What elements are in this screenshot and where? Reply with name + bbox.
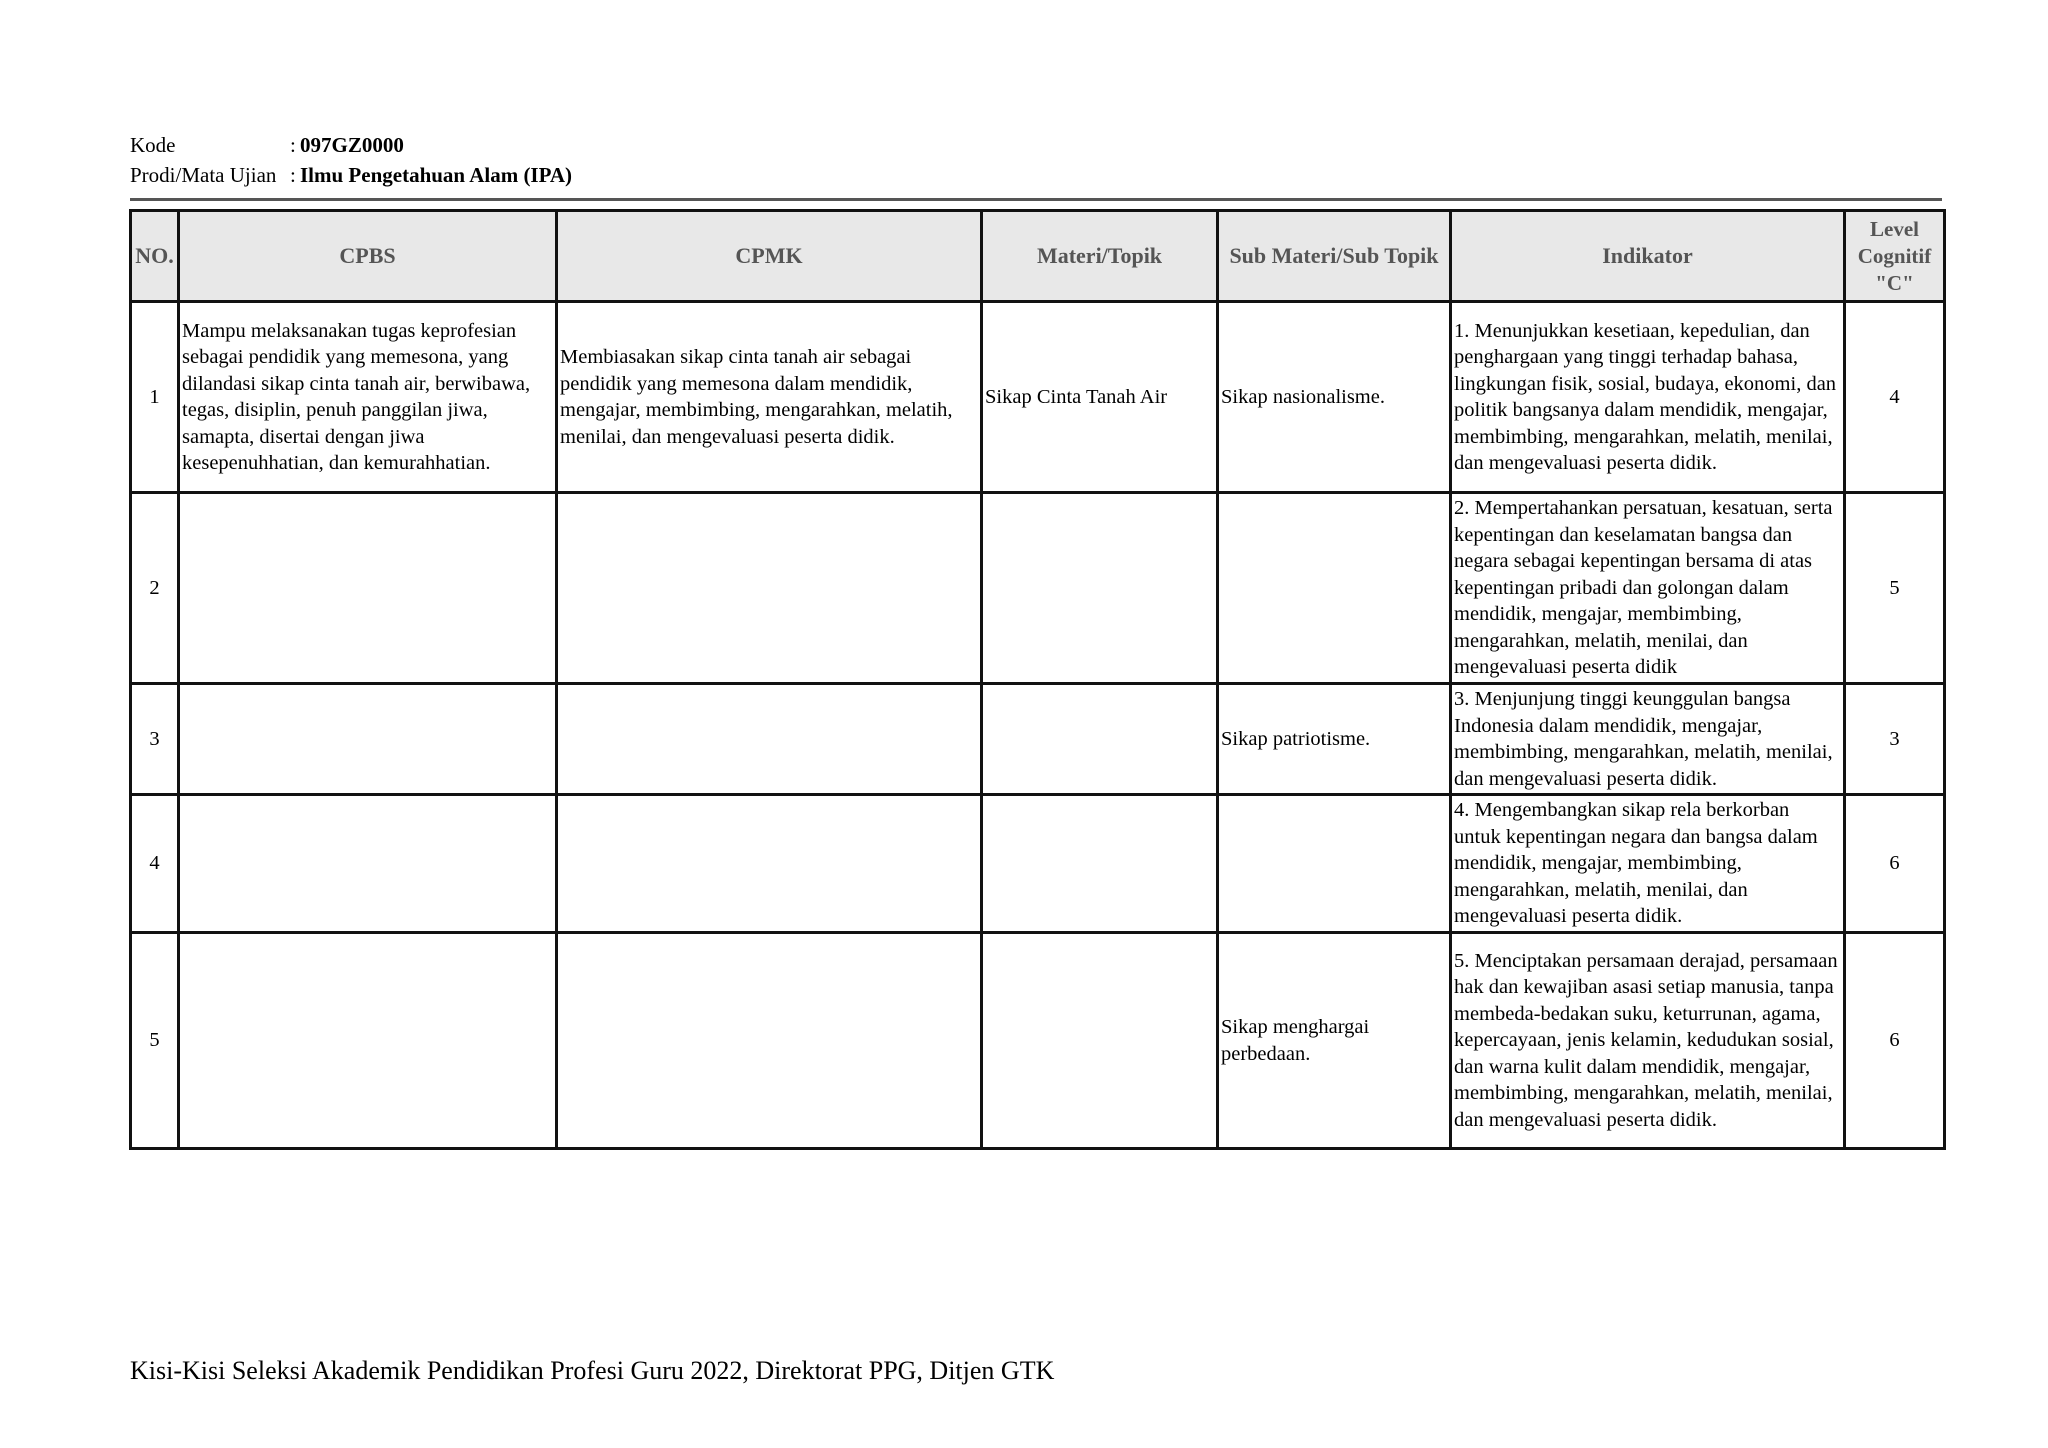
cell-cpbs: [179, 493, 557, 684]
cell-indikator: 1. Menunjukkan kesetiaan, kepedulian, dan penghargaan yang tinggi terhadap bahasa, lingkungan fisik, sosial, budaya, ekonomi, dan politik bangsanya dalam mendidik, mengajar, membimbing, mengarahkan, melatih, menilai, dan mengevaluasi peserta didik.: [1451, 302, 1845, 493]
prodi-colon: :: [290, 163, 296, 187]
cell-level: 4: [1845, 302, 1945, 493]
kode-label: Kode: [130, 133, 176, 157]
cell-cpmk: [557, 933, 982, 1149]
cell-level: 6: [1845, 795, 1945, 933]
cell-no: 2: [131, 493, 179, 684]
kisi-kisi-table: [129, 209, 1946, 1150]
col-header-cpbs: CPBS: [179, 211, 557, 302]
table-header-row: [131, 211, 1945, 302]
table-row: [131, 684, 1945, 795]
cell-no: 3: [131, 684, 179, 795]
table-row: [131, 933, 1945, 1149]
col-header-level: Level Cognitif "C": [1845, 211, 1945, 302]
cell-indikator: 3. Menjunjung tinggi keunggulan bangsa Indonesia dalam mendidik, mengajar, membimbing, mengarahkan, melatih, menilai, dan mengevaluasi peserta didik.: [1451, 684, 1845, 795]
cell-cpmk: [557, 684, 982, 795]
cell-sub-materi: Sikap menghargai perbedaan.: [1218, 933, 1451, 1149]
cell-materi: [982, 493, 1218, 684]
kode-row: [130, 130, 572, 160]
cell-no: 5: [131, 933, 179, 1149]
cell-cpmk: [557, 493, 982, 684]
cell-indikator: 4. Mengembangkan sikap rela berkorban untuk kepentingan negara dan bangsa dalam mendidik, mengajar, membimbing, mengarahkan, melatih, menilai, dan mengevaluasi peserta didik.: [1451, 795, 1845, 933]
col-header-sub-materi: Sub Materi/Sub Topik: [1218, 211, 1451, 302]
prodi-row: [130, 160, 572, 190]
document-meta: [130, 130, 572, 190]
kode-colon: :: [290, 133, 296, 157]
header-divider: [130, 198, 1942, 201]
kode-value: 097GZ0000: [300, 133, 404, 157]
cell-cpbs: [179, 795, 557, 933]
cell-sub-materi: [1218, 795, 1451, 933]
cell-materi: [982, 933, 1218, 1149]
cell-level: 3: [1845, 684, 1945, 795]
cell-sub-materi: Sikap nasionalisme.: [1218, 302, 1451, 493]
prodi-value: Ilmu Pengetahuan Alam (IPA): [300, 163, 573, 187]
col-header-no: NO.: [131, 211, 179, 302]
table-row: [131, 795, 1945, 933]
col-header-materi: Materi/Topik: [982, 211, 1218, 302]
cell-indikator: 2. Mempertahankan persatuan, kesatuan, serta kepentingan dan keselamatan bangsa dan negara sebagai kepentingan bersama di atas kepentingan pribadi dan golongan dalam mendidik, mengajar, membimbing, mengarahkan, melatih, menilai, dan mengevaluasi peserta didik: [1451, 493, 1845, 684]
cell-cpbs: Mampu melaksanakan tugas keprofesian sebagai pendidik yang memesona, yang dilandasi sikap cinta tanah air, berwibawa, tegas, disiplin, penuh panggilan jiwa, samapta, disertai dengan jiwa kesepenuhhatian, dan kemurahhatian.: [179, 302, 557, 493]
cell-cpbs: [179, 684, 557, 795]
cell-materi: [982, 684, 1218, 795]
cell-cpmk: [557, 795, 982, 933]
cell-materi: [982, 795, 1218, 933]
cell-sub-materi: [1218, 493, 1451, 684]
cell-level: 6: [1845, 933, 1945, 1149]
page-footer: Kisi-Kisi Seleksi Akademik Pendidikan Profesi Guru 2022, Direktorat PPG, Ditjen GTK: [130, 1356, 1055, 1385]
cell-no: 4: [131, 795, 179, 933]
cell-sub-materi: Sikap patriotisme.: [1218, 684, 1451, 795]
col-header-cpmk: CPMK: [557, 211, 982, 302]
table-row: [131, 302, 1945, 493]
prodi-label: Prodi/Mata Ujian: [130, 163, 277, 187]
cell-level: 5: [1845, 493, 1945, 684]
cell-indikator: 5. Menciptakan persamaan derajad, persamaan hak dan kewajiban asasi setiap manusia, tanpa membeda-bedakan suku, keturrunan, agama, kepercayaan, jenis kelamin, kedudukan sosial, dan warna kulit dalam mendidik, mengajar, membimbing, mengarahkan, melatih, menilai, dan mengevaluasi peserta didik.: [1451, 933, 1845, 1149]
table-row: [131, 493, 1945, 684]
col-header-indikator: Indikator: [1451, 211, 1845, 302]
cell-cpbs: [179, 933, 557, 1149]
cell-materi: Sikap Cinta Tanah Air: [982, 302, 1218, 493]
cell-cpmk: Membiasakan sikap cinta tanah air sebagai pendidik yang memesona dalam mendidik, mengajar, membimbing, mengarahkan, melatih, menilai, dan mengevaluasi peserta didik.: [557, 302, 982, 493]
cell-no: 1: [131, 302, 179, 493]
